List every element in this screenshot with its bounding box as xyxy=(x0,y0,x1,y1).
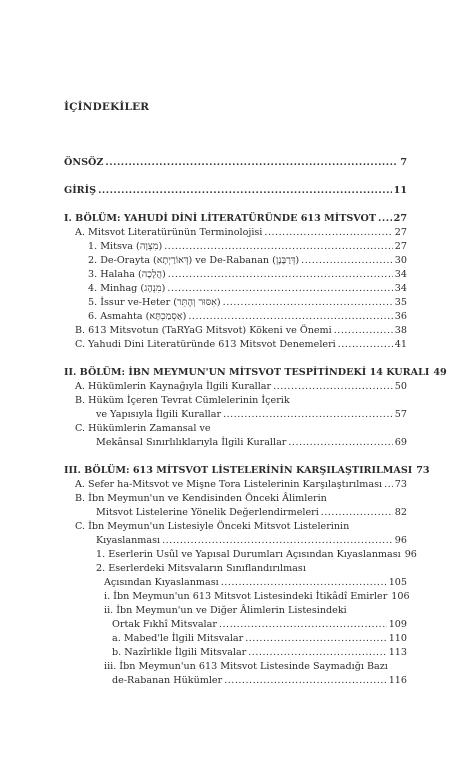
toc-entry-title: iii. İbn Meymun'un 613 Mitsvot Listesinde Saymadığı Bazı xyxy=(104,661,388,672)
toc-entry-title: 1. Mitsva (מִצְוָה) xyxy=(88,241,163,252)
toc-page-number: 11 xyxy=(393,185,407,196)
toc-page-number: 50 xyxy=(394,381,407,392)
toc-entry-title: ve Yapısıyla İlgili Kurallar xyxy=(96,409,222,420)
toc-entry xyxy=(75,380,407,393)
toc-page-number: 30 xyxy=(394,255,407,266)
toc-leader-dots xyxy=(164,240,393,253)
toc-entry xyxy=(88,240,407,253)
toc-entry xyxy=(104,590,410,603)
toc-entry xyxy=(104,576,407,589)
toc-entry-title: Açısından Kıyaslanması xyxy=(104,577,219,588)
toc-leader-dots xyxy=(378,212,392,225)
toc-page-number: 106 xyxy=(391,591,410,602)
toc-entry-title: i. İbn Meymun'un 613 Mitsvot Listesindeki İtikâdî Emirler xyxy=(104,591,388,602)
toc-entry-title: II. BÖLÜM: İBN MEYMUN'UN MİTSVOT TESPİTİNDEKİ 14 KURALI xyxy=(64,367,430,378)
toc-entry-title: 4. Minhag (מִנְהָג) xyxy=(88,283,166,294)
toc-page-number: 35 xyxy=(394,297,407,308)
toc-entry-title: a. Mabed'le İlgili Mitsvalar xyxy=(112,633,244,644)
toc-entry xyxy=(75,520,407,533)
toc-page-number: 113 xyxy=(388,647,407,658)
toc-page-number: 41 xyxy=(394,339,407,350)
toc-entry-title: I. BÖLÜM: YAHUDİ DİNİ LİTERATÜRÜNDE 613 MİTSVOT xyxy=(64,213,377,224)
toc-entry xyxy=(75,226,407,239)
toc-leader-dots xyxy=(321,506,393,519)
toc-entry xyxy=(96,436,407,449)
toc-entry-title: C. Yahudi Dini Literatüründe 613 Mitsvot Denemeleri xyxy=(75,339,336,350)
toc-page-number: 34 xyxy=(394,283,407,294)
toc-leader-dots xyxy=(245,632,386,645)
toc-entry-title: C. Hükümlerin Zamansal ve xyxy=(75,423,211,434)
toc-entry xyxy=(88,296,407,309)
toc-leader-dots xyxy=(301,254,393,267)
toc-leader-dots xyxy=(221,576,387,589)
toc-entry-title: B. İbn Meymun'un ve Kendisinden Önceki Âlimlerin xyxy=(75,493,327,504)
toc-page-number: 110 xyxy=(388,633,407,644)
toc-leader-dots xyxy=(334,324,393,337)
toc-leader-dots xyxy=(162,534,393,547)
toc-entry xyxy=(64,366,447,379)
toc-leader-dots xyxy=(223,296,393,309)
toc-entry xyxy=(96,548,417,561)
toc-entry-title: GİRİŞ xyxy=(64,185,97,196)
toc-page-number: 105 xyxy=(388,577,407,588)
toc-page-number: 38 xyxy=(394,325,407,336)
toc-entry xyxy=(88,282,407,295)
toc-leader-dots xyxy=(224,674,387,687)
toc-leader-dots xyxy=(219,618,387,631)
toc-entry xyxy=(75,478,407,491)
toc-leader-dots xyxy=(223,408,393,421)
toc-entry-title: 3. Halaha (הֲלָכָה) xyxy=(88,269,166,280)
toc-page-number: 109 xyxy=(388,619,407,630)
toc-entry xyxy=(112,618,407,631)
toc-entry xyxy=(88,254,407,267)
toc-entry-title: b. Nazîrlikle İlgili Mitsvalar xyxy=(112,647,247,658)
toc-leader-dots xyxy=(264,226,392,239)
toc-entry xyxy=(104,604,407,617)
toc-entry-title: C. İbn Meymun'un Listesiyle Önceki Mitsvot Listelerinin xyxy=(75,521,350,532)
toc-entry-title: A. Sefer ha-Mitsvot ve Mişne Tora Listelerinin Karşılaştırılması xyxy=(75,479,383,490)
toc-entry-title: ii. İbn Meymun'un ve Diğer Âlimlerin Listesindeki xyxy=(104,605,347,616)
toc-entry xyxy=(96,408,407,421)
toc-entry xyxy=(112,646,407,659)
toc-entry xyxy=(96,506,407,519)
toc-entry xyxy=(112,632,407,645)
toc-entry-title: Ortak Fıkhî Mitsvalar xyxy=(112,619,217,630)
toc-page-number: 7 xyxy=(400,157,407,168)
toc-page-number: 73 xyxy=(416,465,430,476)
toc-leader-dots xyxy=(248,646,386,659)
toc-leader-dots xyxy=(167,282,392,295)
toc-leader-dots xyxy=(188,310,392,323)
toc-entry-title: A. Mitsvot Literatürünün Terminolojisi xyxy=(75,227,263,238)
toc-entry-title: 5. İssur ve-Heter (אִסּוּר וְהֶתֵּר) xyxy=(88,297,221,308)
toc-entry-title: Kıyaslanması xyxy=(96,535,161,546)
toc-leader-dots xyxy=(288,436,392,449)
toc-entry-title: 2. De-Orayta (דְּאוֹרַיְתָא) ve De-Rabanan (דְּרַבָּנָן) xyxy=(88,255,300,266)
toc-page-number: 27 xyxy=(393,213,407,224)
toc-entry-title: Mekânsal Sınırlılıklarıyla İlgili Kurallar xyxy=(96,437,287,448)
toc-entry xyxy=(64,156,407,169)
toc-entry-title: B. 613 Mitsvotun (TaRYaG Mitsvot) Kökeni ve Önemi xyxy=(75,325,332,336)
toc-entry xyxy=(75,338,407,351)
toc-entry xyxy=(75,492,407,505)
toc-entry xyxy=(104,660,407,673)
toc-entry xyxy=(64,464,430,477)
toc-entry-title: 1. Eserlerin Usûl ve Yapısal Durumları Açısından Kıyaslanması xyxy=(96,549,401,560)
toc-entry-title: 6. Asmahta (אַסְמַכְתָּא) xyxy=(88,311,187,322)
toc-entry xyxy=(96,534,407,547)
toc-page-number: 96 xyxy=(394,535,407,546)
toc-entry xyxy=(88,268,407,281)
toc-entry xyxy=(75,324,407,337)
toc-page-number: 73 xyxy=(394,479,407,490)
toc-entry-title: Mitsvot Listelerine Yönelik Değerlendirmeleri xyxy=(96,507,319,518)
toc-entry-title: de-Rabanan Hükümler xyxy=(112,675,223,686)
toc-leader-dots xyxy=(384,478,393,491)
toc-heading: İÇİNDEKİLER xyxy=(64,101,150,113)
toc-entry xyxy=(88,310,407,323)
toc-page-number: 96 xyxy=(404,549,417,560)
toc-entry xyxy=(112,674,407,687)
toc-entry xyxy=(75,394,407,407)
toc-entry xyxy=(96,562,407,575)
toc-page-number: 82 xyxy=(394,507,407,518)
toc-entry-title: 2. Eserlerdeki Mitsvaların Sınıflandırılması xyxy=(96,563,306,574)
toc-page-number: 116 xyxy=(388,675,407,686)
toc-page-number: 27 xyxy=(394,241,407,252)
toc-page-number: 69 xyxy=(394,437,407,448)
toc-entry-title: III. BÖLÜM: 613 MİTSVOT LİSTELERİNİN KARŞILAŞTIRILMASI xyxy=(64,465,413,476)
toc-leader-dots xyxy=(273,380,393,393)
toc-entry-title: A. Hükümlerin Kaynağıyla İlgili Kurallar xyxy=(75,381,272,392)
toc-entry-title: B. Hüküm İçeren Tevrat Cümlelerinin İçerik xyxy=(75,395,290,406)
toc-entry-title: ÖNSÖZ xyxy=(64,157,104,168)
toc-leader-dots xyxy=(105,156,398,169)
toc-entry xyxy=(64,212,407,225)
toc-entry xyxy=(75,422,407,435)
toc-page-number: 34 xyxy=(394,269,407,280)
toc-entry xyxy=(64,184,407,197)
toc-leader-dots xyxy=(98,184,392,197)
toc-leader-dots xyxy=(168,268,393,281)
toc-leader-dots xyxy=(338,338,393,351)
toc-page-number: 57 xyxy=(394,409,407,420)
toc-page-number: 36 xyxy=(394,311,407,322)
toc-page-number: 49 xyxy=(433,367,447,378)
toc-page-number: 27 xyxy=(394,227,407,238)
